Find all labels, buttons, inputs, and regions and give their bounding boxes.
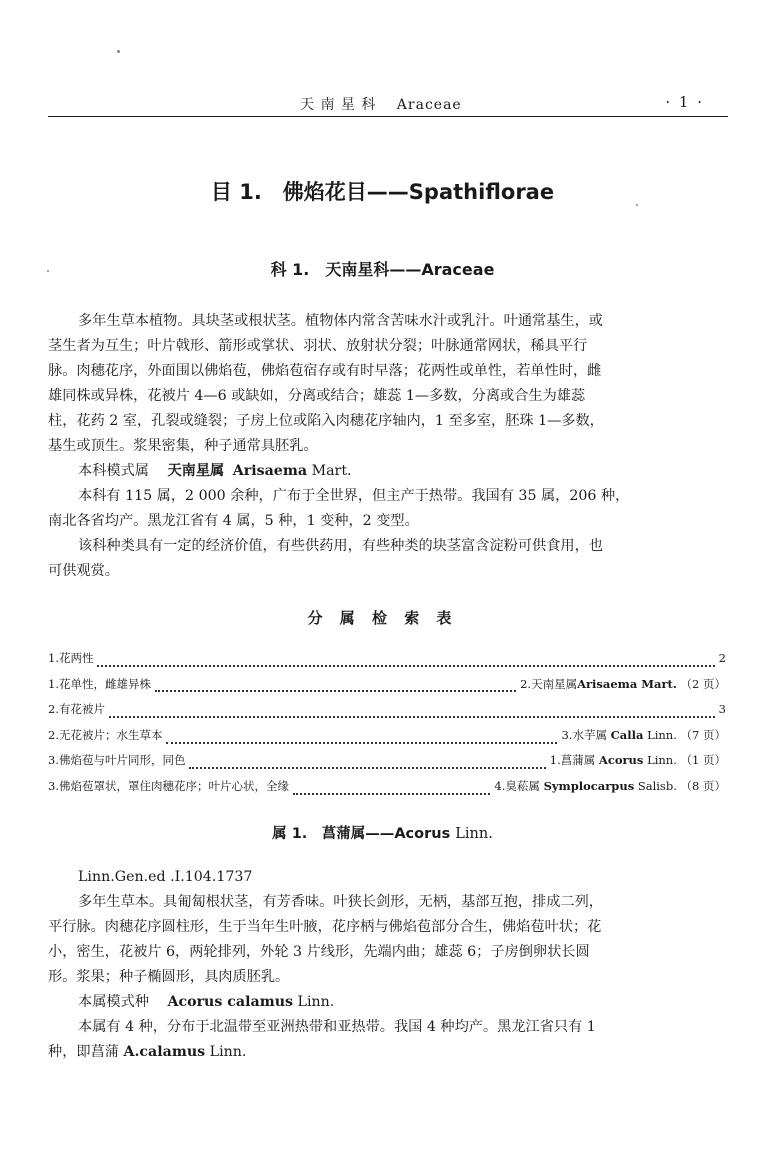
genus-title <box>0 822 765 843</box>
type-label: 本属模式种 <box>78 994 149 1010</box>
result-genus: 4.臭菘属 <box>494 778 540 793</box>
text-line: 脉。肉穗花序，外面围以佛焰苞，佛焰苞宿存或有时早落；花两性或单性，若单性时，雌 <box>48 363 602 379</box>
result-genus: 3.水芋属 <box>561 727 607 742</box>
key-lead: 3.佛焰苞与叶片同形，同色 <box>48 753 186 768</box>
page-number: · 1 · <box>665 93 704 111</box>
leader-dots <box>189 767 545 769</box>
key-result <box>550 752 726 768</box>
text-line: 茎生者为互生；叶片戟形、箭形或掌状、羽状、放射状分裂；叶脉通常网状，稀具平行 <box>48 338 588 354</box>
type-name-cn: 天南星属 <box>167 463 225 479</box>
type-name-latin: Arisaema <box>232 463 308 479</box>
running-title: 天 南 星 科 Araceae <box>300 97 462 113</box>
result-genus: 1.菖蒲属 <box>549 753 596 768</box>
result-page: （2 页） <box>680 676 726 691</box>
key-result <box>520 676 726 692</box>
result-author: Salisb. <box>637 778 677 793</box>
key-result <box>494 778 726 794</box>
running-header <box>48 92 728 117</box>
key-lead: 1.花两性 <box>48 651 94 665</box>
key-result <box>561 727 726 743</box>
result-latin: Acorus <box>598 753 644 768</box>
result-latin: Arisaema Mart. <box>577 676 677 691</box>
result-latin: Calla <box>610 727 644 742</box>
text-line: 本属有 4 种，分布于北温带至亚洲热带和亚热带。我国 4 种均产。黑龙江省只有 1 <box>78 1019 596 1035</box>
stats-prefix: 种，即菖蒲 <box>48 1044 124 1060</box>
text-line: 雄同株或异株，花被片 4—6 或缺如，分离或结合；雄蕊 1—多数，分离或合生为雄蕊 <box>48 388 586 404</box>
leader-dots <box>293 793 490 795</box>
text-line: 小，密生，花被片 6，两轮排列，外轮 3 片线形，先端内曲；雄蕊 6；子房倒卵状长圆 <box>48 944 590 960</box>
text-line: 多年生草本。具匍匐根状茎，有芳香味。叶狭长剑形，无柄，基部互抱，排成二列， <box>78 894 603 910</box>
genus-title-author: Linn. <box>455 826 493 842</box>
family-type-genus <box>48 459 726 484</box>
type-author: Linn. <box>297 994 335 1010</box>
text-line: 可供观赏。 <box>48 563 119 579</box>
key-row <box>48 752 726 778</box>
text-line: 基生或顶生。浆果密集，种子通常具胚乳。 <box>48 438 318 454</box>
leader-dots <box>109 716 715 718</box>
key-result: 2 <box>718 651 726 665</box>
text-line: 平行脉。肉穗花序圆柱形，生于当年生叶腋，花序柄与佛焰苞部分合生，佛焰苞叶状；花 <box>48 919 602 935</box>
leader-dots <box>155 690 516 692</box>
key-row <box>48 701 726 727</box>
key-lead: 1.花单性，雌雄异株 <box>48 676 151 691</box>
genus-title-latin: Acorus <box>394 826 451 842</box>
key-row <box>48 676 726 702</box>
text-line: 该科种类具有一定的经济价值，有些供药用，有些种类的块茎富含淀粉可供食用，也 <box>78 538 603 554</box>
leader-dots <box>97 665 714 667</box>
key-lead: 2.有花被片 <box>48 702 105 717</box>
family-title: 科 1. 天南星科——Araceae <box>270 260 495 279</box>
text-line: 南北各省均产。黑龙江省有 4 属，5 种，1 变种，2 变型。 <box>48 513 419 529</box>
result-page: （7 页） <box>680 727 726 742</box>
scan-speck <box>47 270 49 272</box>
type-author: Mart. <box>311 463 352 479</box>
genus-description <box>48 865 726 1065</box>
scan-speck <box>117 50 120 53</box>
genus-type-species <box>48 990 726 1015</box>
family-description <box>48 309 726 584</box>
result-latin: Symplocarpus <box>543 778 635 793</box>
text-line: 形。浆果；种子椭圆形，具肉质胚乳。 <box>48 969 290 985</box>
leader-dots <box>166 742 557 744</box>
result-genus: 2.天南星属 <box>520 676 578 691</box>
genus-key <box>48 650 726 804</box>
text-line: 本科有 115 属，2 000 余种，广布于全世界，但主产于热带。我国有 35 属，206 种， <box>78 488 630 504</box>
stats-latin: A.calamus <box>123 1044 206 1060</box>
text-line: 多年生草本植物。具块茎或根状茎。植物体内常含苦味水汁或乳汁。叶通常基生，或 <box>78 313 603 329</box>
key-lead: 3.佛焰苞罩状，罩住肉穗花序；叶片心状，全缘 <box>48 778 289 793</box>
stats-author: Linn. <box>209 1044 247 1060</box>
text-line <box>48 1040 726 1065</box>
result-author: Linn. <box>647 753 677 768</box>
key-lead: 2.无花被片；水生草本 <box>48 727 163 742</box>
result-author: Linn. <box>647 727 677 742</box>
type-name-latin: Acorus calamus <box>167 994 294 1010</box>
genus-citation: Linn.Gen.ed .I.104.1737 <box>78 869 253 885</box>
result-page: （8 页） <box>680 778 726 793</box>
text-line: 柱，花药 2 室，孔裂或缝裂；子房上位或陷入肉穗花序轴内，1 至多室，胚珠 1—多数， <box>48 413 604 429</box>
scan-speck <box>636 204 638 206</box>
key-title: 分 属 检 索 表 <box>307 609 458 627</box>
order-title: 目 1. 佛焰花目——Spathiflorae <box>210 180 555 204</box>
key-row <box>48 778 726 804</box>
type-label: 本科模式属 <box>78 463 149 479</box>
genus-title-prefix: 属 1. 菖蒲属—— <box>272 826 395 842</box>
key-result: 3 <box>718 702 726 717</box>
key-row <box>48 650 726 676</box>
result-page: （1 页） <box>680 753 726 768</box>
key-row <box>48 727 726 753</box>
